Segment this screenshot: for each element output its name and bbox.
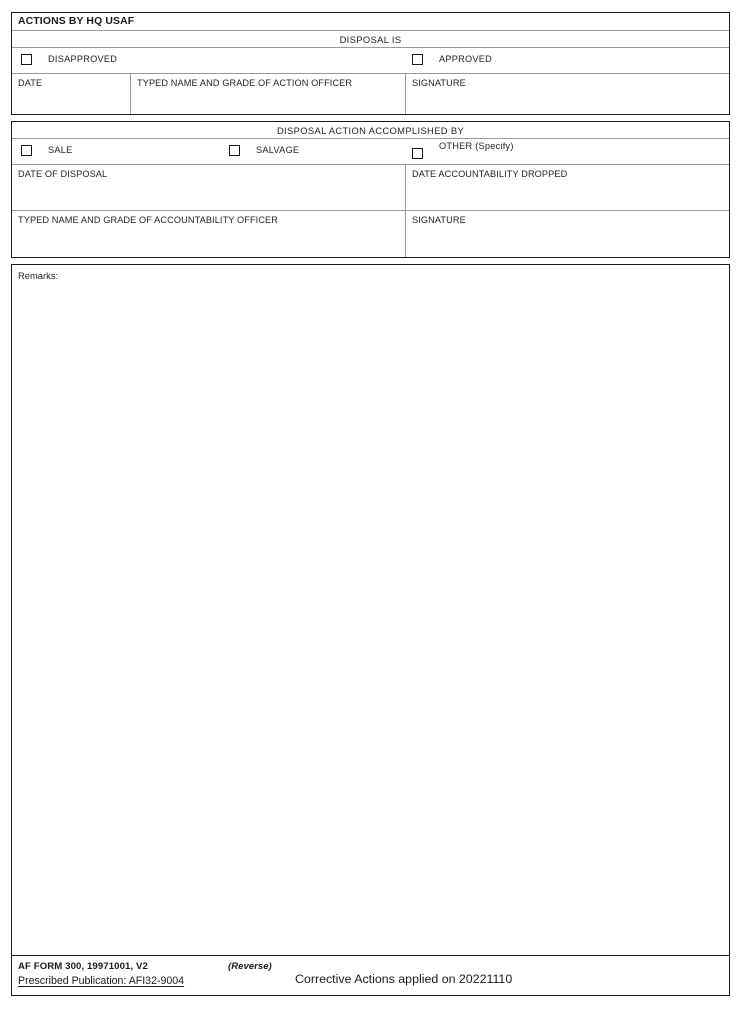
checkbox-other[interactable] (412, 148, 423, 159)
field-signature-action-officer[interactable] (406, 74, 729, 114)
disposal-is-checkbox-row (12, 48, 729, 74)
field-label-typed-name-action-officer: TYPED NAME AND GRADE OF ACTION OFFICER (137, 78, 353, 88)
checkbox-group-sale[interactable] (21, 145, 73, 156)
field-label-date-accountability-dropped: DATE ACCOUNTABILITY DROPPED (412, 169, 568, 179)
disposal-dates-row (12, 165, 729, 211)
footer-prescribed-publication: Prescribed Publication: AFI32-9004 (18, 975, 185, 987)
field-signature-accountability-officer[interactable] (406, 211, 729, 257)
disposal-is-heading: DISPOSAL IS (339, 33, 402, 45)
checkbox-sale[interactable] (21, 145, 32, 156)
checkbox-label-disapproved: DISAPPROVED (48, 54, 118, 64)
af-form-300-reverse (11, 12, 730, 996)
field-date[interactable] (12, 74, 131, 114)
section-actions-by-hq-usaf (11, 12, 730, 115)
footer-corrective-actions: Corrective Actions applied on 20221110 (295, 972, 513, 986)
disposal-action-checkbox-row (12, 139, 729, 165)
field-date-accountability-dropped[interactable] (406, 165, 729, 210)
checkbox-group-disapproved[interactable] (21, 54, 117, 65)
accountability-officer-row (12, 211, 729, 257)
disposal-action-heading-row (12, 122, 729, 139)
checkbox-label-sale: SALE (48, 145, 73, 155)
section-disposal-action-accomplished-by (11, 121, 730, 258)
field-label-date-of-disposal: DATE OF DISPOSAL (18, 169, 108, 179)
field-label-typed-name-accountability-officer: TYPED NAME AND GRADE OF ACCOUNTABILITY OFFICER (18, 215, 279, 225)
field-date-of-disposal[interactable] (12, 165, 406, 210)
checkbox-approved[interactable] (412, 54, 423, 65)
disposal-action-heading: DISPOSAL ACTION ACCOMPLISHED BY (276, 124, 465, 136)
checkbox-disapproved[interactable] (21, 54, 32, 65)
field-remarks[interactable] (11, 264, 730, 956)
footer-form-number: AF FORM 300, 19971001, V2 (18, 961, 148, 972)
section-title-row (12, 13, 729, 31)
footer-page-side: (Reverse) (228, 961, 272, 972)
field-label-signature-accountability-officer: SIGNATURE (412, 215, 466, 225)
checkbox-label-approved: APPROVED (439, 54, 493, 64)
checkbox-label-salvage: SALVAGE (256, 145, 300, 155)
checkbox-label-other: OTHER (Specify) (439, 141, 514, 151)
page-title: ACTIONS BY HQ USAF (18, 15, 135, 27)
field-label-date: DATE (18, 78, 43, 88)
action-officer-fields-row (12, 74, 729, 114)
checkbox-group-approved[interactable] (412, 54, 492, 65)
field-label-signature-action-officer: SIGNATURE (412, 78, 466, 88)
checkbox-group-salvage[interactable] (229, 145, 299, 156)
field-label-remarks: Remarks: (18, 270, 59, 281)
checkbox-salvage[interactable] (229, 145, 240, 156)
form-footer (11, 956, 730, 996)
checkbox-group-other[interactable] (412, 141, 514, 159)
disposal-is-heading-row (12, 31, 729, 48)
field-typed-name-accountability-officer[interactable] (12, 211, 406, 257)
field-typed-name-action-officer[interactable] (131, 74, 406, 114)
